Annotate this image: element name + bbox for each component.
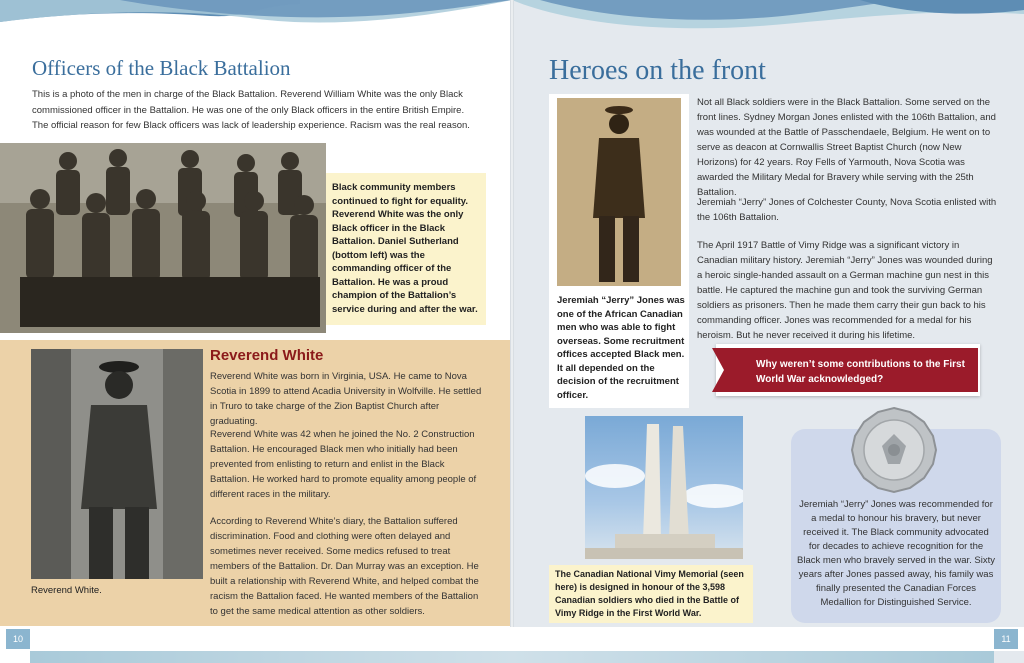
medallion-icon xyxy=(850,406,938,494)
vimy-memorial-drawing xyxy=(585,416,743,559)
page-number-left: 10 xyxy=(6,629,30,649)
right-page-title: Heroes on the front xyxy=(549,55,766,86)
question-banner-text: Why weren’t some contributions to the First World War acknowledged? xyxy=(756,359,965,385)
heroes-paragraph-3: The April 1917 Battle of Vimy Ridge was a significant victory in Canadian military history. Jeremiah “Jerry” Jones was wounded during a heroic single-handed assault on a German machine gun nest in this battle. He captured the machine gun and took the surviving German soldiers as prisoners. Then he made them carry their gun back to his commanding officer. Jones was recommended for a medal for his heroism. But he never received it during his lifetime. xyxy=(697,240,993,341)
reverend-white-photo-caption: Reverend White. xyxy=(31,585,102,596)
heroes-paragraph-2: Jeremiah “Jerry” Jones of Colchester County, Nova Scotia enlisted with the 106th Battalion. xyxy=(697,197,997,223)
reverend-white-paragraph-1: Reverend White was born in Virginia, USA. He came to Nova Scotia in 1899 to attend Acadia University in Wolfville. He settled in Truro to take charge of the Zion Baptist Church after graduating. xyxy=(210,371,482,427)
page-gutter xyxy=(510,0,514,663)
bottom-decoration-strip xyxy=(30,651,994,663)
vimy-caption: The Canadian National Vimy Memorial (seen here) is designed in honour of the 3,598 Canadian soldiers who died in the Battle of Vimy Ridge in the First World War. xyxy=(555,569,744,618)
reverend-white-paragraph-3: According to Reverend White’s diary, the Battalion suffered discrimination. Food and clothing were often delayed and sometimes never received. Some medics refused to treat members of the Battalion. Dr. Dan Murray was an exception. He built a relationship with Reverend White, and helped combat the racism the Battalion faced. He wanted members of the Battalion to get the same medical attention as other soldiers. xyxy=(210,516,479,617)
jones-figure xyxy=(557,98,681,286)
heroes-paragraph-1: Not all Black soldiers were in the Black Battalion. Some served on the front lines. Sydney Morgan Jones enlisted with the 106th Battalion, and was wounded at the Battle of Passchendaele, Belgium. He went on to serve as deacon at Cornwallis Street Baptist Church (now New Horizons) for 42 years. Roy Fells of Yarmouth, Nova Scotia was awarded the Military Medal for Bravery while serving with the 25th Battalion. xyxy=(697,97,996,198)
page-number-right: 11 xyxy=(994,629,1018,649)
officers-silhouettes xyxy=(0,143,326,333)
footer-bar xyxy=(0,627,1024,651)
officers-caption-box xyxy=(326,173,486,325)
vimy-caption-box xyxy=(549,565,753,623)
page-title: Officers of the Black Battalion xyxy=(32,56,291,80)
reverend-white-figure xyxy=(31,349,203,579)
intro-paragraph: This is a photo of the men in charge of the Black Battalion. Reverend William White was the only Black commissioned officer in the Battalion. He was one of the only Black officers in the entire British Empire. The official reason for few Black officers was lack of leadership experience. Racism was the real reason. xyxy=(32,89,470,131)
jones-photo-caption: Jeremiah “Jerry” Jones was one of the African Canadian men who was able to fight overseas. Some recruitment offices accepted Black men. It all depended on the decision of the recruitment officer. xyxy=(557,295,685,401)
vimy-memorial-photo xyxy=(585,416,743,559)
reverend-white-heading: Reverend White xyxy=(210,347,324,364)
officers-caption: Black community members continued to fight for equality. Reverend White was the only Black officer in the Black Battalion. Daniel Sutherland (bottom left) was the commanding officer of the Battalion. He was a proud champion of the Battalion’s service during and after the war. xyxy=(332,182,478,315)
jones-photo xyxy=(557,98,681,286)
officers-group-photo xyxy=(0,143,326,333)
reverend-white-photo xyxy=(31,349,203,579)
medal-text: Jeremiah “Jerry” Jones was recommended for a medal to honour his bravery, but never received it. The Black community advocated for decades to achieve recognition for the Black men who bravely served in the war. Sixty years after Jones passed away, his family was finally presented the Canadian Forces Medallion for Distinguished Service. xyxy=(797,499,996,608)
reverend-white-paragraph-2: Reverend White was 42 when he joined the No. 2 Construction Battalion. He encouraged Black men who initially had been prevented from enlisting to return and enlist in the Black Battalion. He worked hard to promote equality among people of different races in the military. xyxy=(210,429,477,500)
